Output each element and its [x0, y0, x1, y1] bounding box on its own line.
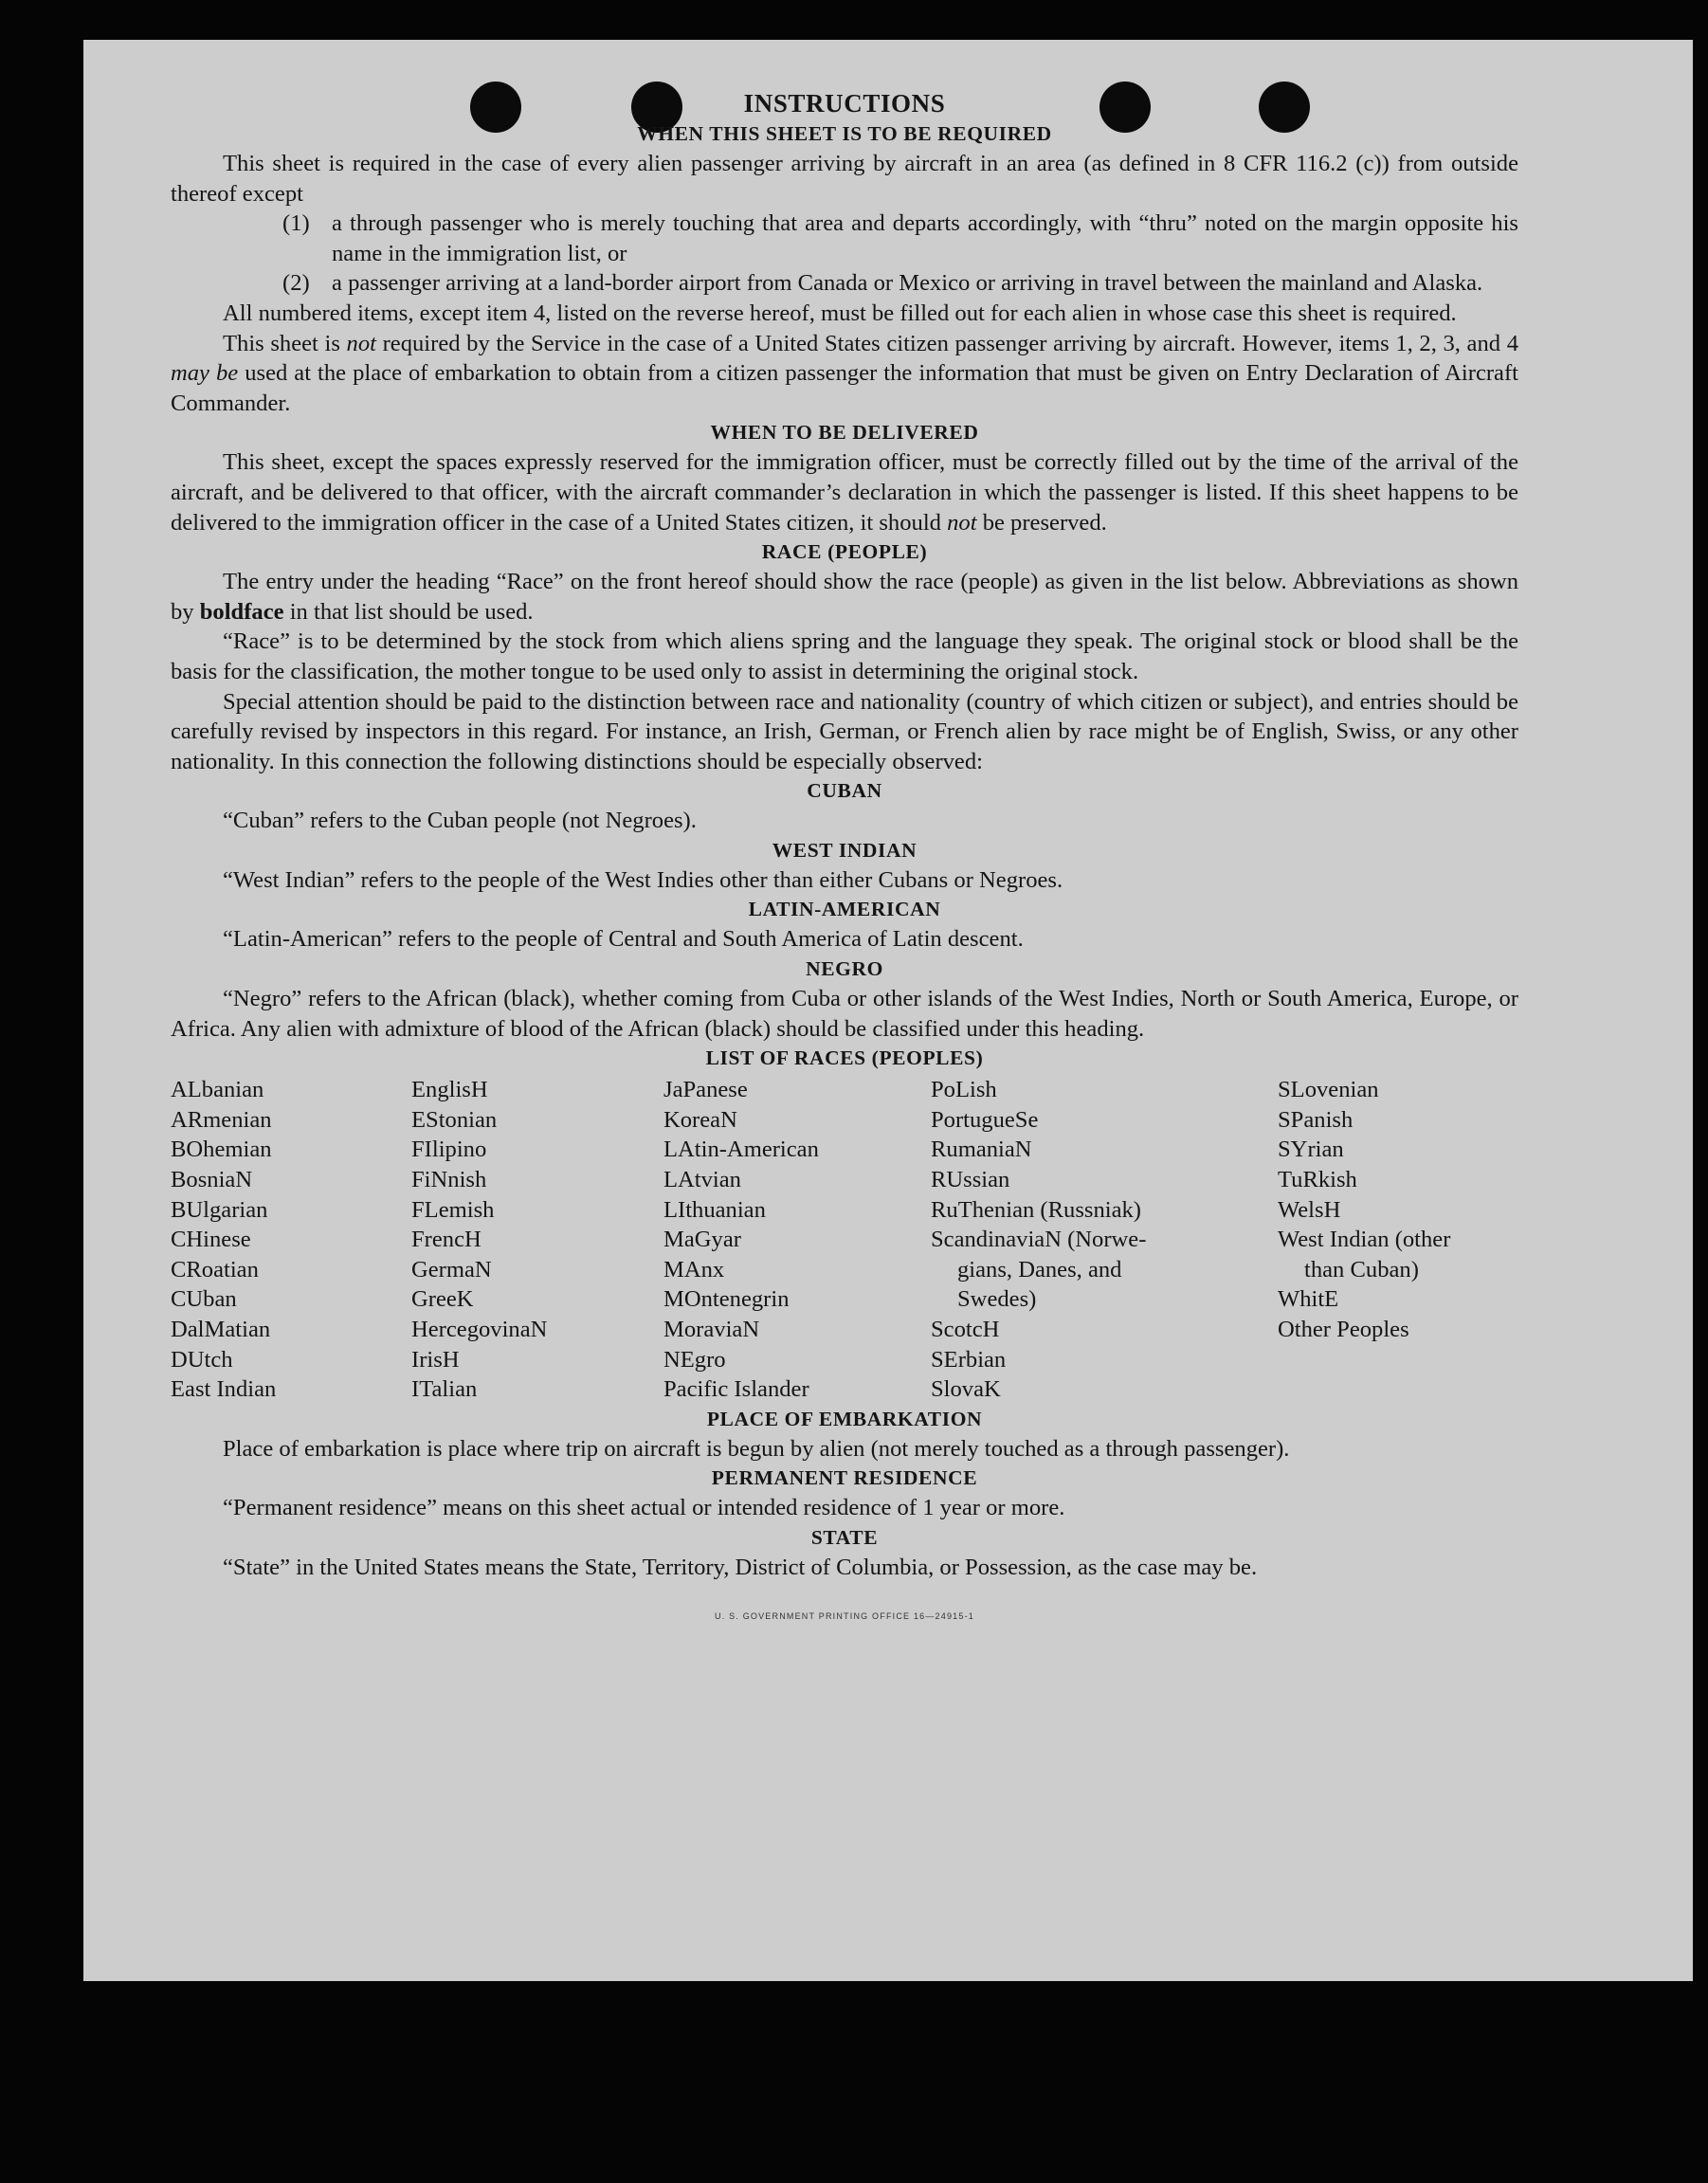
heading-negro: NEGRO [806, 957, 883, 981]
race-entry: WelsH [1278, 1196, 1341, 1223]
race-entry: FIlipino [411, 1137, 487, 1163]
item-text: a through passenger who is merely touching that area and departs accordingly, with “thru” noted on the margin opposite his name in the immigration list, or [332, 210, 1518, 266]
heading-list-of-races: LIST OF RACES (PEOPLES) [705, 1046, 984, 1070]
race-entry: FrencH [411, 1227, 482, 1253]
para-race-entry: The entry under the heading “Race” on the front hereof should show the race (people) as given in the list below. Abbreviations as shown by boldface in that list should be used. [171, 569, 1518, 625]
para-state: “State” in the United States means the State, Territory, District of Columbia, or Possession, as the case may be. [223, 1554, 1258, 1580]
race-entry: CUban [171, 1286, 237, 1313]
race-entry: WhitE [1278, 1286, 1339, 1313]
race-entry: West Indian (other [1278, 1227, 1451, 1253]
race-entry: CHinese [171, 1227, 251, 1253]
numbered-item [282, 268, 1518, 299]
race-entry: SLovenian [1278, 1077, 1379, 1103]
race-entry: Swedes) [957, 1286, 1037, 1313]
heading-west-indian: WEST INDIAN [772, 838, 918, 862]
heading-state: STATE [810, 1525, 879, 1549]
para-delivered: This sheet, except the spaces expressly reserved for the immigration officer, must be correctly filled out by the time of the arrival of the aircraft, and be delivered to that officer, with the aircraft commander’s declaration in which the passenger is listed. If this sheet happens to be delivered to the immigration officer in the case of a United States citizen, it should not be preserved. [171, 449, 1518, 536]
race-entry: IrisH [411, 1346, 460, 1373]
race-entry: BOhemian [171, 1137, 272, 1163]
race-column [1278, 1075, 1518, 1405]
race-entry: BosniaN [171, 1167, 253, 1193]
race-entry: SlovaK [931, 1376, 1001, 1403]
race-entry: LAtvian [663, 1167, 741, 1193]
heading-permanent-residence: PERMANENT RESIDENCE [711, 1466, 978, 1490]
race-entry: BUlgarian [171, 1196, 268, 1223]
race-entry: DalMatian [171, 1317, 271, 1342]
para-required-intro: This sheet is required in the case of every alien passenger arriving by aircraft in an area (as defined in 8 CFR 116.2 (c)) from outside thereof except [171, 151, 1518, 207]
race-column [171, 1075, 411, 1405]
para-cuban: “Cuban” refers to the Cuban people (not Negroes). [223, 808, 697, 834]
race-entry: KoreaN [663, 1106, 737, 1133]
race-column [663, 1075, 931, 1405]
race-entry: TuRkish [1278, 1167, 1357, 1193]
race-entry: Pacific Islander [663, 1376, 809, 1403]
race-entry: JaPanese [663, 1077, 748, 1103]
race-entry: GreeK [411, 1286, 474, 1313]
race-entry: MAnx [663, 1256, 725, 1283]
document-page [83, 40, 1693, 1981]
race-entry: PoLish [931, 1077, 997, 1103]
race-entry: GermaN [411, 1256, 492, 1283]
race-entry: FiNnish [411, 1167, 487, 1193]
para-race-stock: “Race” is to be determined by the stock from which aliens spring and the language they speak. The original stock or blood shall be the basis for the classification, the mother tongue to be used only to assist in determining the original stock. [171, 628, 1518, 684]
race-entry: ARmenian [171, 1106, 272, 1133]
para-not-required: This sheet is not required by the Service in the case of a United States citizen passenger arriving by aircraft. However, items 1, 2, 3, and 4 may be used at the place of embarkation to obtain from a citizen passenger the information that must be given on Entry Declaration of Aircraft Commander. [171, 330, 1518, 416]
race-entry: SPanish [1278, 1106, 1354, 1133]
race-entry: RuThenian (Russniak) [931, 1196, 1141, 1223]
race-entry: PortugueSe [931, 1106, 1039, 1133]
race-column [931, 1075, 1278, 1405]
race-entry: MOntenegrin [663, 1286, 790, 1313]
race-entry: gians, Danes, and [957, 1256, 1122, 1283]
para-embarkation: Place of embarkation is place where trip on aircraft is begun by alien (not merely touched as a through passenger). [223, 1435, 1290, 1462]
item-number: (2) [282, 270, 310, 297]
page-title: INSTRUCTIONS [743, 89, 946, 118]
race-entry: SYrian [1278, 1137, 1344, 1163]
heading-latin-american: LATIN-AMERICAN [748, 898, 941, 921]
document-body [171, 87, 1518, 1631]
race-entry: LIthuanian [663, 1196, 766, 1223]
race-entry: than Cuban) [1304, 1256, 1419, 1283]
race-entry: EStonian [411, 1106, 498, 1133]
numbered-item [282, 209, 1518, 268]
printer-imprint: U. S. GOVERNMENT PRINTING OFFICE 16—24915-1 [715, 1610, 974, 1621]
race-entry: EnglisH [411, 1077, 488, 1103]
heading-place-of-embarkation: PLACE OF EMBARKATION [706, 1407, 983, 1430]
race-entry: SErbian [931, 1346, 1007, 1373]
race-entry: CRoatian [171, 1256, 259, 1283]
race-entry: HercegovinaN [411, 1317, 548, 1342]
race-entry: NEgro [663, 1346, 726, 1373]
para-race-nationality: Special attention should be paid to the distinction between race and nationality (country of which citizen or subject), and entries should be carefully revised by inspectors in this regard. For instance, an Irish, German, or French alien by race might be of English, Swiss, or any other nationality. In this connection the following distinctions should be especially observed: [171, 688, 1518, 774]
race-entry: DUtch [171, 1346, 233, 1373]
item-text: a passenger arriving at a land-border airport from Canada or Mexico or arriving in travel between the mainland and Alaska. [332, 270, 1483, 297]
race-entry: FLemish [411, 1196, 495, 1223]
race-entry: ITalian [411, 1376, 478, 1403]
race-entry: Other Peoples [1278, 1317, 1409, 1342]
race-entry: ScotcH [931, 1317, 1000, 1342]
para-all-items: All numbered items, except item 4, listed on the reverse hereof, must be filled out for each alien in whose case this sheet is required. [223, 300, 1457, 326]
race-entry: MaGyar [663, 1227, 741, 1253]
para-residence: “Permanent residence” means on this sheet actual or intended residence of 1 year or more. [223, 1495, 1065, 1521]
para-west-indian: “West Indian” refers to the people of the West Indies other than either Cubans or Negroes. [223, 866, 1063, 893]
para-negro: “Negro” refers to the African (black), whether coming from Cuba or other islands of the West Indies, North or South America, Europe, or Africa. Any alien with admixture of blood of the African (black) should be classified under this heading. [171, 986, 1518, 1042]
heading-cuban: CUBAN [807, 779, 882, 803]
para-latin-american: “Latin-American” refers to the people of Central and South America of Latin descent. [223, 926, 1024, 953]
race-entry: RumaniaN [931, 1137, 1032, 1163]
race-list [171, 1075, 1518, 1405]
heading-when-required: WHEN THIS SHEET IS TO BE REQUIRED [637, 122, 1052, 145]
race-column [411, 1075, 663, 1405]
race-entry: ScandinaviaN (Norwe- [931, 1227, 1147, 1253]
item-number: (1) [282, 210, 310, 237]
heading-race: RACE (PEOPLE) [761, 540, 928, 564]
race-entry: RUssian [931, 1167, 1010, 1193]
race-entry: ALbanian [171, 1077, 264, 1103]
race-entry: East Indian [171, 1376, 277, 1403]
race-entry: MoraviaN [663, 1317, 760, 1342]
race-entry: LAtin-American [663, 1137, 819, 1163]
heading-when-delivered: WHEN TO BE DELIVERED [710, 421, 979, 445]
